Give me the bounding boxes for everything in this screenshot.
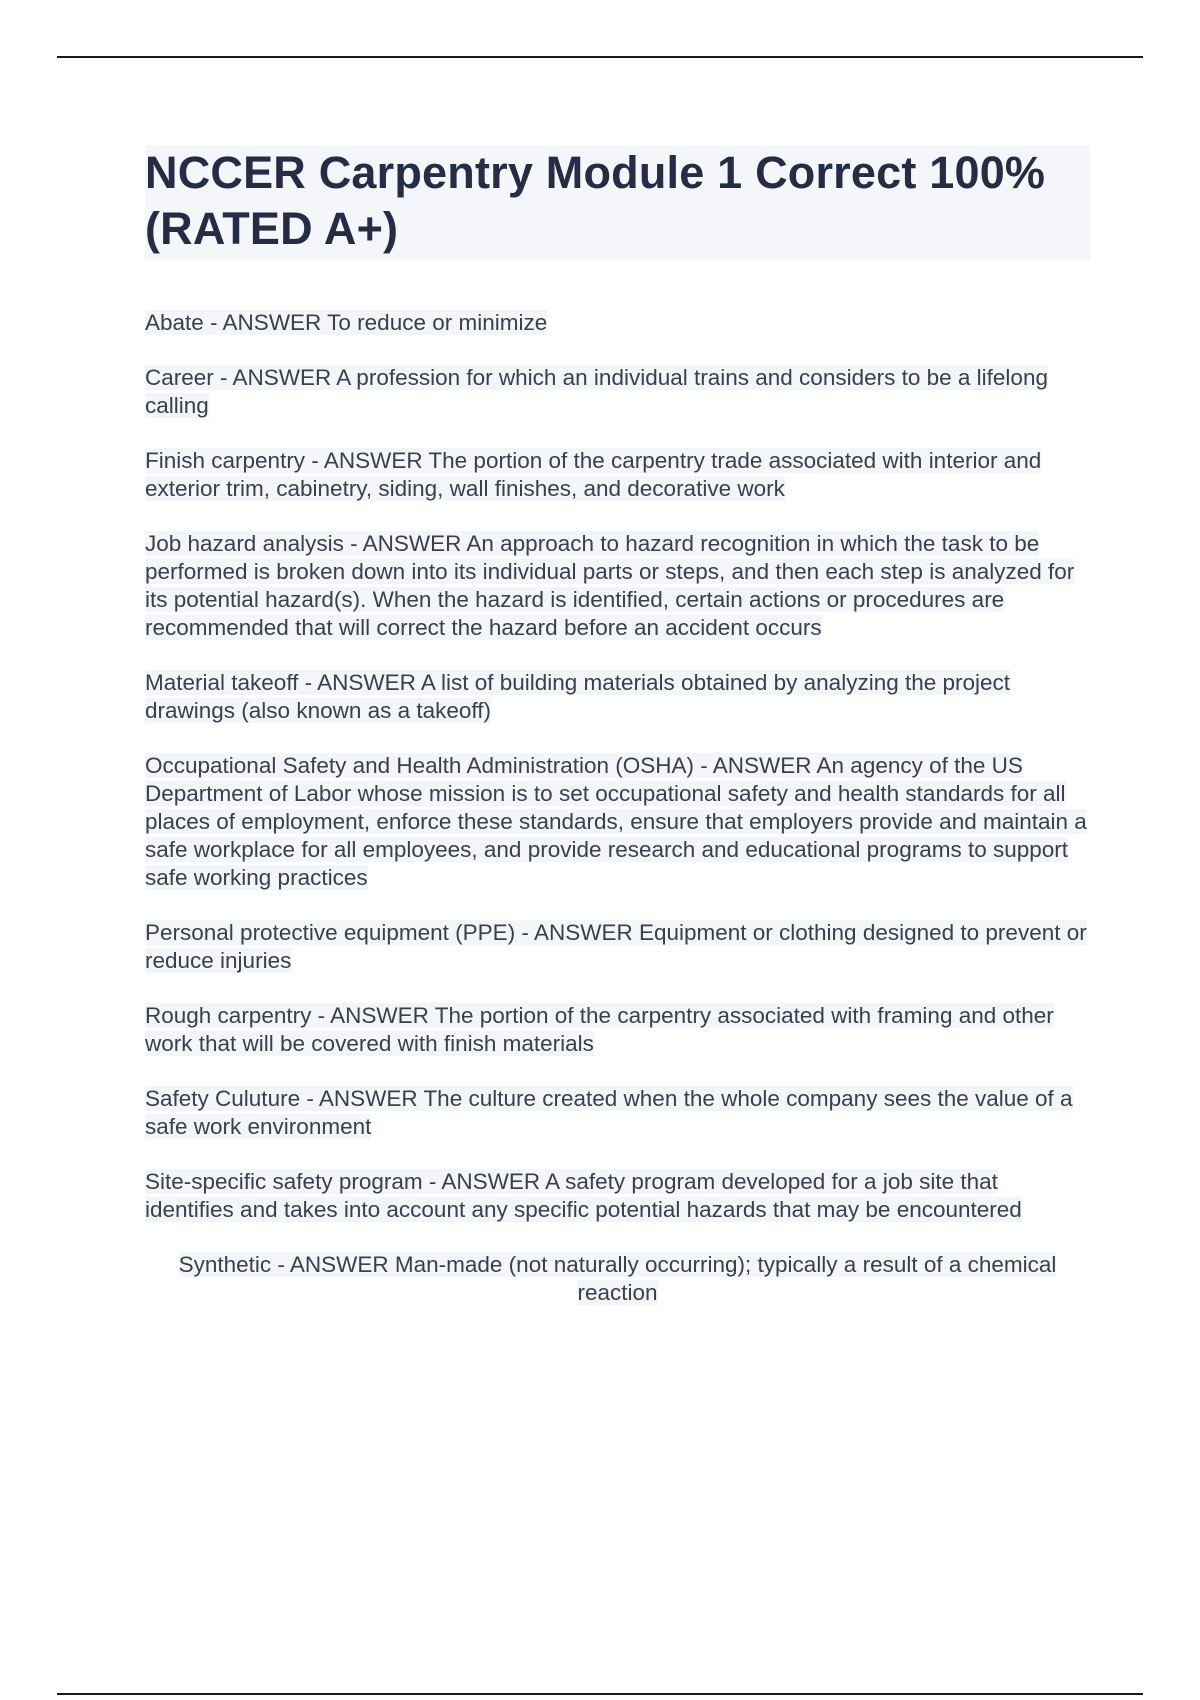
definition-entry-safety-culture: Safety Culuture - ANSWER The culture created when the whole company sees the value of a safe work environment	[145, 1086, 1073, 1139]
document-title: NCCER Carpentry Module 1 Correct 100%(RATED A+)	[145, 147, 1046, 254]
definition-entry-osha: Occupational Safety and Health Administration (OSHA) - ANSWER An agency of the US Department of Labor whose mission is to set occupational safety and health standards for all places of employment, enforce these standards, ensure that employers provide and maintain a safe workplace for all employees, and provide research and educational programs to support safe working practices	[145, 753, 1087, 890]
definition-entry-career: Career - ANSWER A profession for which an individual trains and considers to be a lifelong calling	[145, 365, 1048, 418]
definition-list	[145, 309, 1090, 1307]
definition-entry-abate: Abate - ANSWER To reduce or minimize	[145, 310, 548, 335]
top-divider	[57, 56, 1143, 58]
bottom-divider	[57, 1693, 1143, 1695]
document-body	[145, 145, 1090, 1334]
definition-entry-finish-carpentry: Finish carpentry - ANSWER The portion of the carpentry trade associated with interior and exterior trim, cabinetry, siding, wall finishes, and decorative work	[145, 448, 1042, 501]
definition-entry-material-takeoff: Material takeoff - ANSWER A list of building materials obtained by analyzing the project drawings (also known as a takeoff)	[145, 670, 1011, 723]
definition-entry-site-specific-safety-program: Site-specific safety program - ANSWER A safety program developed for a job site that identifies and takes into account any specific potential hazards that may be encountered	[145, 1169, 1022, 1222]
definition-entry-synthetic: Synthetic - ANSWER Man-made (not naturally occurring); typically a result of a chemical reaction	[178, 1252, 1057, 1305]
definition-entry-rough-carpentry: Rough carpentry - ANSWER The portion of the carpentry associated with framing and other work that will be covered with finish materials	[145, 1003, 1054, 1056]
definition-entry-ppe: Personal protective equipment (PPE) - ANSWER Equipment or clothing designed to prevent or reduce injuries	[145, 920, 1087, 973]
definition-entry-job-hazard-analysis: Job hazard analysis - ANSWER An approach to hazard recognition in which the task to be performed is broken down into its individual parts or steps, and then each step is analyzed for its potential hazard(s). When the hazard is identified, certain actions or procedures are recommended that will correct the hazard before an accident occurs	[145, 531, 1075, 640]
title-block	[145, 145, 1090, 259]
